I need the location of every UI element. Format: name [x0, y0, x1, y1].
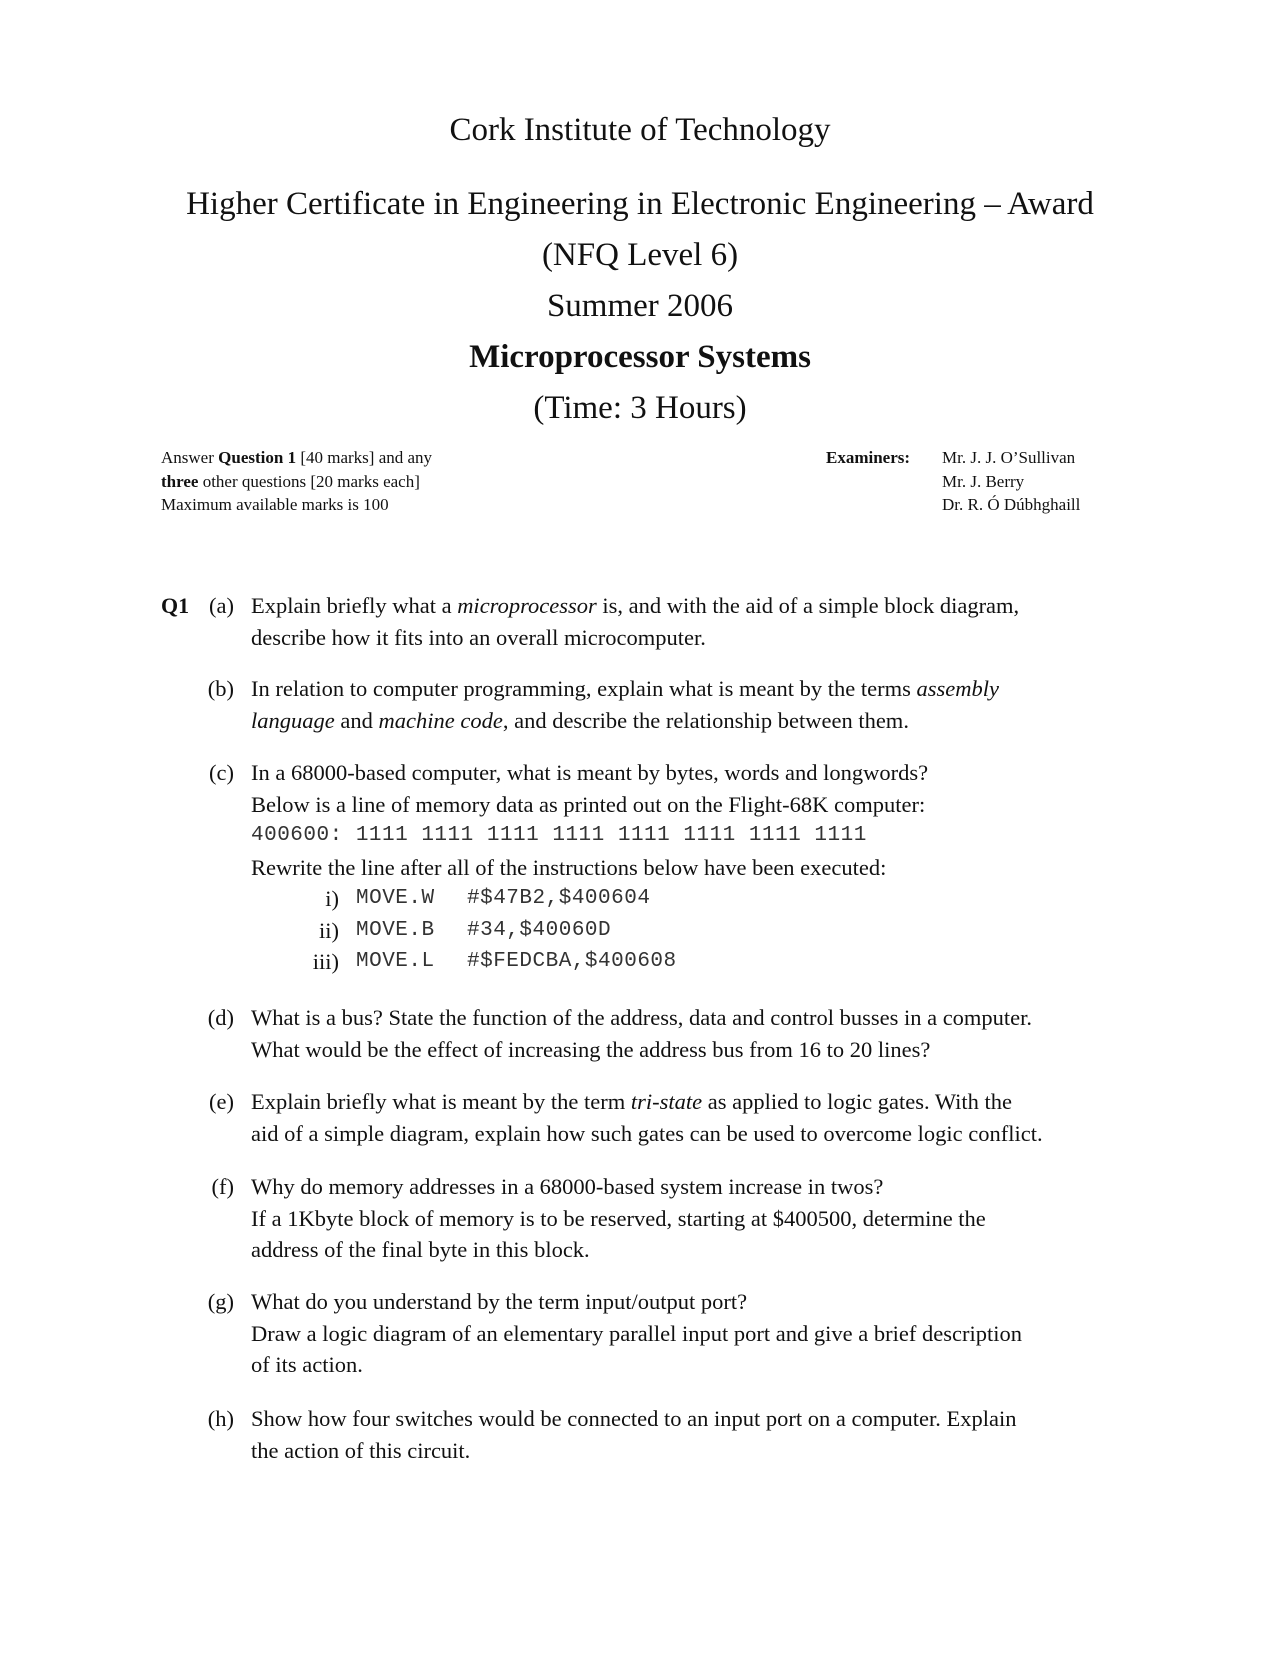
institute-title: Cork Institute of Technology	[449, 112, 831, 148]
part-label: (b)	[207, 676, 234, 701]
part-text: Explain briefly what is meant by the term tri-state as applied to logic gates. With the aid of a simple diagram, explain how such gates can be used to overcome logic conflict.	[251, 1089, 1043, 1146]
instruction-row: iii) MOVE.L #$FEDCBA,$400608	[312, 949, 677, 974]
examiner-name: Mr. J. J. O’Sullivan	[942, 448, 1076, 467]
subject-title: Microprocessor Systems	[469, 339, 811, 375]
part-label: (c)	[209, 760, 234, 785]
examiners-label: Examiners:	[826, 448, 911, 467]
instruction-row: i) MOVE.W #$47B2,$400604	[325, 886, 651, 911]
nfq-level: (NFQ Level 6)	[541, 237, 739, 273]
exam-instructions	[161, 446, 432, 517]
part-text: Explain briefly what a microprocessor is, and with the aid of a simple block diagram, describe how it fits into an overall microcomputer.	[251, 593, 1020, 650]
part-text: What do you understand by the term input/output port? Draw a logic diagram of an elementary parallel input port and give a brief description of its action.	[251, 1289, 1022, 1377]
instruction-line-2: three other questions [20 marks each]	[161, 471, 420, 491]
memory-data-line: 400600: 1111 1111 1111 1111 1111 1111 1111 1111	[251, 824, 867, 847]
part-text: What is a bus? State the function of the address, data and control busses in a computer. What would be the effect of increasing the address bus from 16 to 20 lines?	[251, 1005, 1033, 1062]
instruction-row: ii) MOVE.B #34,$40060D	[319, 917, 612, 943]
part-text: Show how four switches would be connected to an input port on a computer. Explain the action of this circuit.	[251, 1406, 1017, 1463]
part-text: In relation to computer programming, explain what is meant by the terms assembly language and machine code, and describe the relationship between them.	[251, 676, 999, 733]
part-label: (g)	[207, 1289, 234, 1314]
part-text: In a 68000-based computer, what is meant by bytes, words and longwords? Below is a line of memory data as printed out on the Flight-68K computer: 400600: 1111 1111 1111 1111 1111 1111 1111 1111 Rewrite the line after all of the instructions below have been executed: i) MOVE.W #$47B2,$400604 ii) MOVE.B #34,$40060D iii) MOVE.L #$FEDCBA,$400608	[251, 757, 1131, 978]
exam-duration: (Time: 3 Hours)	[533, 390, 747, 426]
part-label: (f)	[211, 1174, 234, 1199]
examiner-name: Dr. R. Ó Dúbhghaill	[942, 495, 1081, 514]
part-text: Why do memory addresses in a 68000-based system increase in twos? If a 1Kbyte block of memory is to be reserved, starting at $400500, determine the address of the final byte in this block.	[251, 1174, 986, 1262]
part-label: (a)	[209, 593, 234, 618]
part-label: (d)	[207, 1005, 234, 1030]
exam-session: Summer 2006	[546, 288, 734, 324]
examiners-list	[942, 446, 1080, 517]
examiner-name: Mr. J. Berry	[942, 471, 1025, 491]
part-label: (e)	[209, 1089, 234, 1114]
programme-title: Higher Certificate in Engineering in Electronic Engineering – Award	[186, 186, 1094, 222]
question-number: Q1	[161, 593, 190, 618]
part-label: (h)	[207, 1406, 234, 1431]
instruction-line-1: Answer Question 1 [40 marks] and any	[161, 448, 433, 467]
instruction-line-3: Maximum available marks is 100	[161, 495, 389, 514]
